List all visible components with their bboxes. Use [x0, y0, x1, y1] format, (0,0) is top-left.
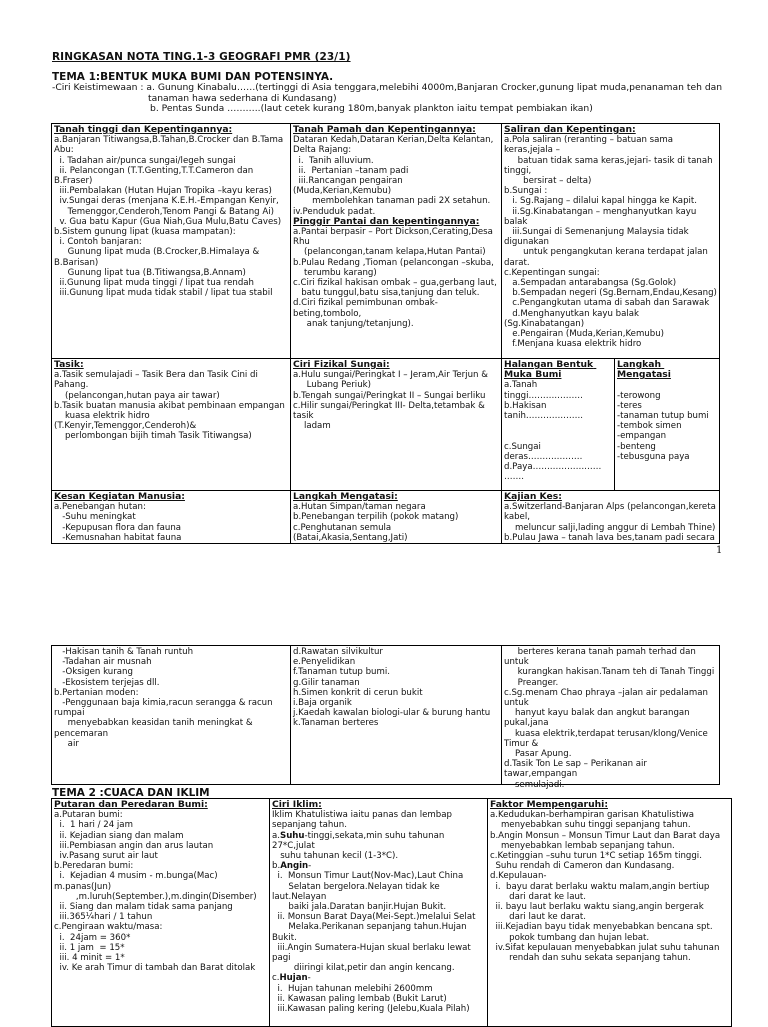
line-prefix: b. — [272, 861, 281, 872]
table-cell-mitigation — [291, 491, 502, 544]
cell-line: Lubang Periuk) — [293, 380, 371, 391]
cell-heading: Tasik: — [54, 359, 84, 370]
cell-line: terumbu karang) — [293, 267, 377, 278]
cell-line: i. Monsun Timur Laut(Nov-Mac),Laut China — [272, 871, 464, 882]
cell-line: untuk pengangkutan kerana terdapat jalan darat. — [504, 247, 711, 268]
cell-line: ii. Monsun Barat Daya(Mei-Sept.)melalui Selat — [272, 912, 476, 923]
continuation-table — [51, 645, 720, 790]
cell-line: f.Tanaman tutup bumi. — [293, 667, 390, 678]
cell-line: Gunung lipat muda (B.Crocker,B.Himalaya & B.Barisan) — [54, 247, 262, 268]
cell-line: c.Hilir sungai/Peringkat III- Delta,tetambak & tasik — [293, 400, 488, 422]
feature-line: tanaman hawa sederhana di Kundasang) — [148, 92, 337, 104]
cell-line: iii.Sungai di Semenanjung Malaysia tidak digunakan — [504, 227, 692, 248]
cell-line: -Suhu meningkat — [54, 512, 136, 523]
cell-line: -terowong — [617, 390, 661, 401]
cell-heading: Kesan Kegiatan Manusia: — [54, 491, 185, 502]
cell-heading: Ciri Iklim: — [272, 799, 322, 810]
cell-line: air — [54, 738, 79, 749]
page-gap — [0, 570, 768, 643]
cell-line: b.Pulau Jawa – tanah lava bes,tanam padi secara — [504, 532, 715, 543]
cell-line: (pelancongan,hutan paya air tawar) — [54, 390, 220, 401]
cell-line: b.Tengah sungai/Peringkat II – Sungai berliku — [293, 390, 486, 401]
cell-line: e.Penyelidikan — [293, 657, 356, 668]
cell-line: baiki jala.Daratan banjir.Hujan Bukit. — [272, 902, 447, 913]
cell-line: iii.365¼hari / 1 tahun — [54, 912, 153, 923]
cell-line: b.Pertanian moden: — [54, 687, 139, 698]
cell-line: -Kemusnahan habitat fauna — [54, 532, 182, 543]
cell-line: d.Paya…………………… — [504, 462, 602, 473]
cell-line: i. 24jam = 360* — [54, 932, 131, 943]
cell-line: iii.Gunung lipat muda tidak stabil / lipat tua stabil — [54, 288, 273, 299]
cell-line: Gunung lipat tua (B.Titiwangsa,B.Annam) — [54, 267, 246, 278]
cell-line: ii.Sg.Kinabatangan – menghanyutkan kayu balak — [504, 206, 700, 227]
line-prefix: c. — [272, 973, 280, 984]
cell-line: b.Hakisan tanih……………….. — [504, 400, 583, 422]
cell-line: iv.Penduduk padat. — [293, 206, 376, 217]
cell-line: b.Pulau Redang ,Tioman (pelancongan –skuba, — [293, 257, 494, 268]
cell-line: kuasa elektrik hidro (T.Kenyir,Temenggor,Cenderoh)& — [54, 411, 197, 432]
cell-line: ii.Gunung lipat muda tinggi / lipat tua rendah — [54, 278, 254, 289]
table-cell-solutions — [615, 359, 720, 491]
cell-line: a.Sempadan antarabangsa (Sg.Golok) — [504, 278, 677, 289]
line-prefix: a. — [272, 830, 280, 841]
cell-line: iv.Pasang surut air laut — [54, 851, 158, 862]
cell-line: (pelancongan,tanam kelapa,Hutan Pantai) — [293, 247, 486, 258]
cell-heading: Kajian Kes: — [504, 491, 562, 502]
cell-line: -Ekosistem terjejas dll. — [54, 677, 160, 688]
document-title: RINGKASAN NOTA TING.1-3 GEOGRAFI PMR (23/1) — [52, 51, 351, 63]
cell-heading: Saliran dan Kepentingan: — [504, 124, 636, 135]
table-cell-human-impact-cont — [52, 646, 291, 785]
cell-line: -tembok simen — [617, 421, 682, 432]
cell-line: Temenggor,Cenderoh,Tenom Pangi & Batang Ai) — [54, 206, 274, 217]
cell-line: i. Contoh banjaran: — [54, 237, 142, 248]
cell-line: a.Hutan Simpan/taman negara — [293, 502, 426, 513]
cell-line: -empangan — [617, 431, 667, 442]
cell-line: c.Ketinggian –suhu turun 1*C setiap 165m tinggi. — [490, 851, 702, 862]
theme-1-table — [51, 123, 720, 544]
line-rest: -tinggi,sekata,min suhu tahunan 27*C,julat — [272, 830, 448, 851]
cell-line: b.Angin Monsun – Monsun Timur Laut dan Barat daya — [490, 830, 721, 841]
table-cell-human-impact — [52, 491, 291, 544]
cell-line: a.Pola saliran (reranting – batuan sama keras,jejala – — [504, 135, 676, 156]
table-cell-drainage — [502, 124, 720, 359]
cell-heading: Tanah Pamah dan Kepentingannya: — [293, 124, 476, 135]
cell-line: ii. Pertanian –tanam padi — [293, 165, 409, 176]
cell-line: v. Gua batu Kapur (Gua Niah,Gua Mulu,Batu Caves) — [54, 216, 282, 227]
table-cell-climate-features — [270, 799, 488, 1027]
cell-line: -Oksigen kurang — [54, 667, 133, 678]
cell-line: iv. Ke arah Timur di tambah dan Barat ditolak — [54, 963, 256, 974]
table-cell-case-study — [502, 491, 720, 544]
cell-line: rendah dan suhu sekata sepanjang tahun. — [490, 953, 691, 964]
cell-line: h.Simen konkrit di cerun bukit — [293, 687, 423, 698]
cell-line: a.Kedudukan-berhampiran garisan Khatulistiwa — [490, 810, 694, 821]
cell-line: i. Tanih alluvium. — [293, 155, 374, 166]
cell-line: c.Penghutanan semula — [293, 522, 392, 533]
table-cell-highlands — [52, 124, 291, 359]
cell-line: dari laut ke darat. — [490, 912, 587, 923]
cell-line: -benteng — [617, 441, 656, 452]
cell-heading: Langkah Mengatasi: — [293, 491, 398, 502]
cell-line: i. Sg.Rajang – dilalui kapal hingga ke Kapit. — [504, 196, 698, 207]
cell-line: Delta Rajang: — [293, 145, 352, 156]
cell-line: berteres kerana tanah pamah terhad dan untuk — [504, 647, 699, 668]
cell-line: semulajadi. — [504, 779, 565, 790]
cell-line: Iklim Khatulistiwa iaitu panas dan lembap sepanjang tahun. — [272, 810, 455, 831]
theme-2-table — [51, 798, 732, 1027]
page-number: 1 — [716, 545, 723, 556]
cell-heading: Putaran dan Peredaran Bumi: — [54, 799, 208, 810]
cell-line: b.Sistem gunung lipat (kuasa mampatan): — [54, 227, 236, 238]
cell-line: kuasa elektrik,terdapat terusan/klong/Venice Timur & — [504, 728, 711, 749]
cell-line: (Batai,Akasia,Sentang,Jati) — [293, 532, 408, 543]
cell-heading: Halangan Bentuk Muka Bumi — [504, 359, 597, 381]
cell-heading: Faktor Mempengaruhi: — [490, 799, 608, 810]
cell-line: iii.Rancangan pengairan (Muda,Kerian,Kemubu) — [293, 176, 406, 197]
cell-line: d.Menghanyutkan kayu balak (Sg.Kinabatangan) — [504, 308, 642, 329]
table-cell-landform-barriers — [502, 359, 615, 491]
cell-line: i. bayu darat berlaku waktu malam,angin bertiup — [490, 881, 710, 892]
cell-line: a.Banjaran Titiwangsa,B.Tahan,B.Crocker dan B.Tama Abu: — [54, 135, 286, 156]
cell-line: i.Baja organik — [293, 698, 352, 709]
cell-line: d.Tasik Ton Le sap – Perikanan air tawar,empangan — [504, 759, 650, 780]
cell-line: -tanaman tutup bumi — [617, 411, 709, 422]
cell-line: bersirat – delta) — [504, 176, 592, 187]
cell-line: i. Hujan tahunan melebihi 2600mm — [272, 983, 433, 994]
cell-line: suhu tahunan kecil (1-3*C). — [272, 851, 399, 862]
cell-line: i. Kejadian 4 musim - m.bunga(Mac) m.panas(Jun) — [54, 871, 224, 892]
cell-line: iv.Sifat kepulauan menyebabkan julat suhu tahunan — [490, 942, 720, 953]
cell-line — [272, 973, 485, 983]
line-keyword: Hujan — [279, 973, 308, 984]
cell-line: f.Menjana kuasa elektrik hidro — [504, 339, 642, 350]
cell-heading: Tanah tinggi dan Kepentingannya: — [54, 124, 233, 135]
table-cell-case-study-cont — [502, 646, 720, 790]
line-keyword: Suhu — [280, 830, 305, 841]
cell-line — [504, 421, 612, 431]
cell-line: a.Switzerland-Banjaran Alps (pelancongan,kereta kabel, — [504, 502, 719, 523]
cell-line: iii.Pembalakan (Hutan Hujan Tropika –kayu keras) — [54, 186, 272, 197]
cell-line: diiringi kilat,petir dan angin kencang. — [272, 963, 455, 974]
cell-line: b.Penebangan terpilih (pokok matang) — [293, 512, 459, 523]
theme-1-title: TEMA 1:BENTUK MUKA BUMI DAN POTENSINYA. — [52, 71, 334, 83]
cell-line: e.Pengairan (Muda,Kerian,Kemubu) — [504, 329, 665, 340]
table-cell-river-features — [291, 359, 502, 491]
cell-line: ii. Siang dan malam tidak sama panjang — [54, 902, 233, 913]
cell-line: meluncur salji,lading anggur di Lembah Thine) — [504, 522, 716, 533]
cell-line: c.Ciri fizikal hakisan ombak – gua,gerbang laut, — [293, 278, 497, 289]
cell-line: ……. — [504, 472, 524, 483]
theme-2-title: TEMA 2 :CUACA DAN IKLIM — [52, 787, 210, 799]
cell-line: batu tunggul,batu sisa,tanjung dan teluk. — [293, 288, 480, 299]
cell-line — [617, 380, 717, 390]
cell-line: iii.Kejadian bayu tidak menyebabkan bencana spt. — [490, 922, 713, 933]
cell-line: c.Kepentingan sungai: — [504, 267, 600, 278]
cell-line: a.Putaran bumi: — [54, 810, 123, 821]
cell-line: dari darat ke laut. — [490, 891, 587, 902]
cell-line: -Hakisan tanih & Tanah runtuh — [54, 647, 194, 657]
cell-line: g.Gilir tanaman — [293, 677, 360, 688]
cell-line: b.Sempadan negeri (Sg.Bernam,Endau,Kesang) — [504, 288, 717, 299]
cell-line — [272, 831, 485, 851]
cell-line: k.Tanaman berteres — [293, 718, 379, 729]
line-rest: - — [307, 973, 311, 984]
table-cell-earth-rotation — [52, 799, 270, 1027]
cell-line: membolehkan tanaman padi 2X setahun. — [293, 196, 491, 207]
cell-line: anak tanjung/tetanjung). — [293, 318, 414, 329]
cell-line: ii. Kejadian siang dan malam — [54, 830, 184, 841]
cell-line: Pasar Apung. — [504, 749, 572, 760]
cell-line: a.Hulu sungai/Peringkat I – Jeram,Air Terjun & — [293, 370, 488, 381]
cell-line: batuan tidak sama keras,jejari- tasik di tanah tinggi, — [504, 155, 716, 176]
cell-line: c.Pengiraan waktu/masa: — [54, 922, 163, 933]
cell-line: i. Tadahan air/punca sungai/legeh sungai — [54, 155, 236, 166]
cell-line: a.Pantai berpasir – Port Dickson,Cerating,Desa Rhu — [293, 227, 496, 248]
cell-line: Suhu rendah di Cameron dan Kundasang. — [490, 861, 675, 872]
theme-1-features — [52, 83, 742, 115]
cell-line: pokok tumbang dan hujan lebat. — [490, 932, 650, 943]
cell-line: d.Ciri fizikal pemimbunan ombak- beting,tombolo, — [293, 298, 441, 319]
feature-line: b. Pentas Sunda ………..(laut cetek kurang 180m,banyak plankton iaitu tempat pembiakan ikan) — [150, 103, 593, 114]
cell-line: perlombongan bijih timah Tasik Titiwangsa) — [54, 431, 252, 442]
cell-line: c.Pengangkutan utama di sabah dan Sarawak — [504, 298, 710, 309]
cell-line: c.Sg.menam Chao phraya –jalan air pedalaman untuk — [504, 687, 711, 709]
cell-line: b.Sungai : — [504, 186, 548, 197]
table-cell-lowlands — [291, 124, 502, 359]
cell-line: ii. bayu laut berlaku waktu siang,angin bergerak — [490, 902, 704, 913]
cell-line: Dataran Kedah,Dataran Kerian,Delta Kelantan, — [293, 135, 494, 146]
cell-line: ii. Pelancongan (T.T.Genting,T.T.Cameron dan B.Fraser) — [54, 165, 256, 187]
cell-line: iv.Sungai deras (menjana K.E.H.-Empangan Kenyir, — [54, 196, 279, 207]
cell-line: -teres — [617, 400, 642, 411]
cell-line: a.Tasik semulajadi – Tasik Bera dan Tasik Cini di Pahang. — [54, 370, 261, 391]
cell-line: Selatan bergelora.Nelayan tidak ke laut.Nelayan — [272, 881, 443, 902]
table-cell-climate-factors — [488, 799, 732, 1027]
cell-heading: Ciri Fizikal Sungai: — [293, 359, 390, 370]
cell-line: a.Tanah tinggi………………. — [504, 380, 583, 401]
cell-line: ,m.luruh(September.),m.dingin(Disember) — [54, 891, 257, 902]
table-cell-lakes — [52, 359, 291, 491]
cell-line: c.Sungai deras………………. — [504, 441, 583, 462]
cell-line: d.Kepulauan- — [490, 871, 547, 882]
cell-line: Preanger. — [504, 677, 559, 688]
cell-line: menyebabkan suhu tinggi sepanjang tahun. — [490, 820, 691, 831]
cell-line: ladam — [293, 421, 331, 432]
cell-line: i. 1 hari / 24 jam — [54, 820, 133, 831]
cell-line: menyebabkan keasidan tanih meningkat & pencemaran — [54, 718, 256, 739]
line-rest: - — [308, 861, 312, 872]
cell-line — [504, 431, 612, 441]
cell-line: j.Kaedah kawalan biologi-ular & burung hantu — [293, 708, 491, 719]
cell-line: ii. Kawasan paling lembab (Bukit Larut) — [272, 993, 447, 1004]
cell-line: ii. 1 jam = 15* — [54, 942, 125, 953]
cell-heading: Langkah Mengatasi — [617, 359, 671, 381]
cell-line: iii.Pembiasan angin dan arus lautan — [54, 840, 214, 851]
cell-line: -Tadahan air musnah — [54, 657, 152, 668]
cell-line: b.Peredaran bumi: — [54, 861, 134, 872]
cell-line: iii.Kawasan paling kering (Jelebu,Kuala Pilah) — [272, 1004, 470, 1015]
feature-line: -Ciri Keistimewaan : a. Gunung Kinabalu……(tertinggi di Asia tenggara,melebihi 4000m,Banjaran Crocker,gunung lipat muda,penanaman teh dan — [52, 82, 723, 93]
cell-line: iii.Angin Sumatera-Hujan skual berlaku lewat pagi — [272, 942, 474, 964]
table-cell-mitigation-cont — [291, 646, 502, 785]
cell-line: -tebusguna paya — [617, 451, 690, 462]
cell-line: b.Tasik buatan manusia akibat pembinaan empangan — [54, 400, 285, 411]
cell-line: a.Penebangan hutan: — [54, 502, 146, 513]
cell-line — [272, 861, 485, 871]
cell-line: kurangkan hakisan.Tanam teh di Tanah Tinggi — [504, 667, 715, 678]
cell-line: Melaka.Perikanan sepanjang tahun.Hujan Bukit. — [272, 922, 470, 943]
cell-line: -Kepupusan flora dan fauna — [54, 522, 182, 533]
cell-line: menyebabkan lembab sepanjang tahun. — [490, 840, 675, 851]
cell-heading: Pinggir Pantai dan kepentingannya: — [293, 215, 480, 227]
cell-line: hanyut kayu balak dan angkut barangan pukal,jana — [504, 708, 693, 729]
cell-line: -Penggunaan baja kimia,racun serangga & racun rumpai — [54, 698, 276, 719]
line-keyword: Angin — [280, 861, 309, 872]
cell-line: iii. 4 minit = 1* — [54, 953, 125, 964]
cell-line: d.Rawatan silvikultur — [293, 647, 383, 657]
